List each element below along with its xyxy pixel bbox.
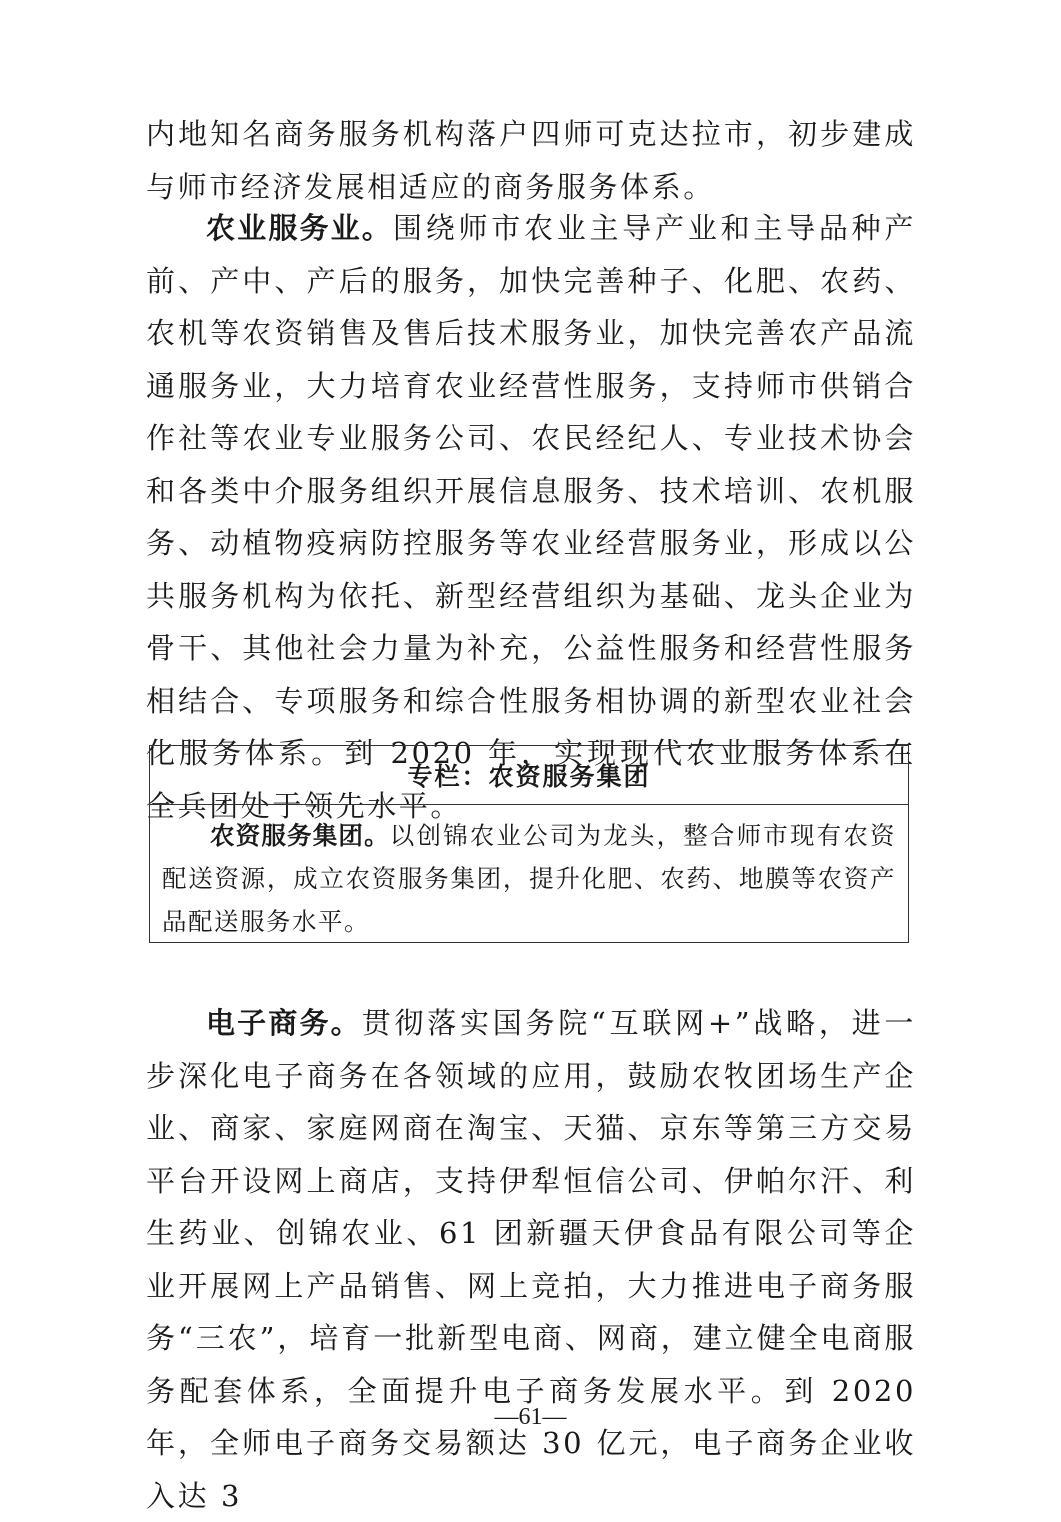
body-paragraph-e-commerce [146, 997, 916, 1522]
page-number: —61— [494, 1404, 567, 1430]
column-box [149, 745, 909, 943]
paragraph-lead-heading: 农业服务业。 [206, 211, 393, 245]
column-box-title: 专栏：农资服务集团 [150, 746, 908, 805]
paragraph-text: 贯彻落实国务院“互联网+”战略，进一步深化电子商务在各领域的应用，鼓励农牧团场生产企业、商家、家庭网商在淘宝、天猫、京东等第三方交易平台开设网上商店，支持伊犁恒信公司、伊帕尔汗、利生药业、创锦农业、61 团新疆天伊食品有限公司等企业开展网上产品销售、网上竞拍，大力推进电子商务服务“三农”，培育一批新型电商、网商，建立健全电商服务配套体系，全面提升电子商务发展水平。到 2020 年，全师电子商务交易额达 30 亿元，电子商务企业收入达 3 [146, 1006, 916, 1513]
paragraph-text: 围绕师市农业主导产业和主导品种产前、产中、产后的服务，加快完善种子、化肥、农药、农机等农资销售及售后技术服务业，加快完善农产品流通服务业，大力培育农业经营性服务，支持师市供销合作社等农业专业服务公司、农民经纪人、专业技术协会和各类中介服务组织开展信息服务、技术培训、农机服务、动植物疫病防控服务等农业经营服务业，形成以公共服务机构为依托、新型经营组织为基础、龙头企业为骨干、其他社会力量为补充，公益性服务和经营性服务相结合、专项服务和综合性服务相协调的新型农业社会化服务体系。到 2020 年，实现现代农业服务体系在全兵团处于领先水平。 [146, 211, 916, 823]
paragraph-text: 内地知名商务服务机构落户四师可克达拉市，初步建成与师市经济发展相适应的商务服务体系。 [146, 117, 916, 204]
column-box-text: 以创锦农业公司为龙头，整合师市现有农资配送资源，成立农资服务集团，提升化肥、农药、地膜等农资产品配送服务水平。 [162, 821, 897, 936]
column-box-body [150, 805, 908, 943]
column-box-lead: 农资服务集团。 [210, 821, 390, 850]
body-paragraph-continuation [146, 108, 916, 213]
paragraph-lead-heading: 电子商务。 [206, 1006, 362, 1040]
body-paragraph-agricultural-services [146, 202, 916, 832]
